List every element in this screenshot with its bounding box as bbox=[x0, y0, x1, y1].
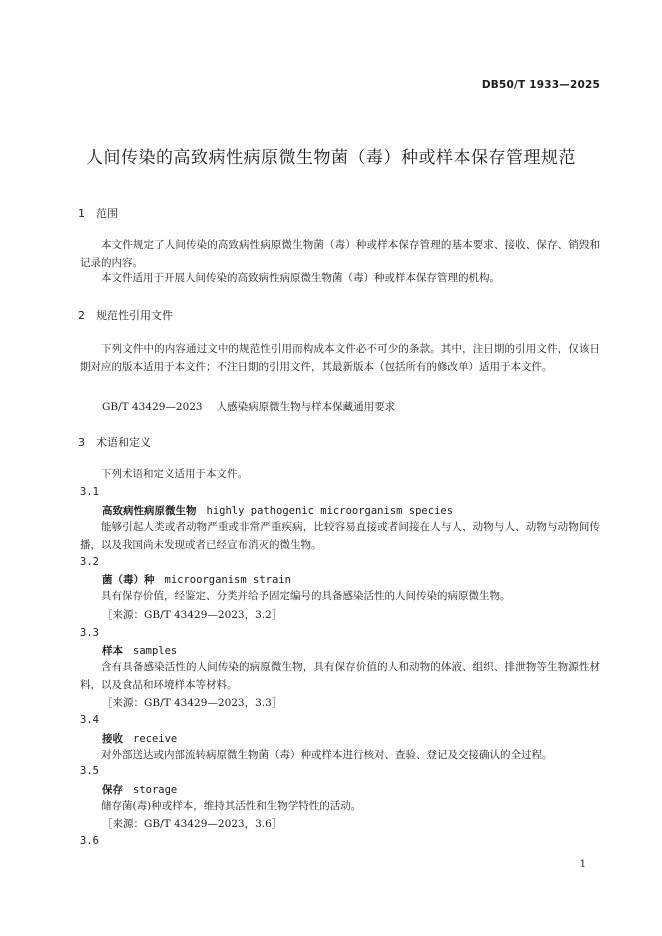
standard-number: DB50/T 1933—2025 bbox=[481, 79, 600, 91]
term-definition: 含有具备感染活性的人间传染的病原微生物，具有保存价值的人和动物的体液、组织、排泄物等生物源性材料，以及食品和环境样本等材料。 bbox=[80, 661, 600, 691]
page-number: 1 bbox=[579, 859, 586, 870]
term-en: storage bbox=[133, 784, 178, 796]
term-heading bbox=[102, 782, 177, 797]
term-number: 3.2 bbox=[80, 556, 99, 568]
section-1-heading bbox=[78, 205, 118, 221]
term-heading bbox=[102, 503, 453, 518]
reference-code: GB/T 43429—2023 bbox=[102, 401, 203, 413]
section-title: 范围 bbox=[96, 207, 118, 220]
term-en: samples bbox=[133, 645, 178, 657]
term-number: 3.4 bbox=[80, 714, 99, 726]
term-zh: 样本 bbox=[102, 645, 123, 657]
term-source: ［来源：GB/T 43429—2023，3.3］ bbox=[102, 697, 283, 709]
term-heading bbox=[102, 643, 177, 658]
section-number: 1 bbox=[78, 207, 85, 220]
term-source: ［来源：GB/T 43429—2023，3.2］ bbox=[102, 609, 283, 621]
section-number: 2 bbox=[78, 309, 85, 322]
term-number: 3.3 bbox=[80, 627, 99, 639]
section-2-heading bbox=[78, 307, 173, 323]
term-en: highly pathogenic microorganism species bbox=[206, 505, 454, 517]
section-title: 规范性引用文件 bbox=[96, 309, 173, 322]
section-number: 3 bbox=[78, 436, 85, 449]
section-2-paragraph: 下列文件中的内容通过文中的规范性引用而构成本文件必不可少的条款。其中，注日期的引用文件，仅该日期对应的版本适用于本文件；不注日期的引用文件，其最新版本（包括所有的修改单）适用于本文件。 bbox=[80, 343, 600, 373]
term-number: 3.1 bbox=[80, 486, 99, 498]
term-definition: 储存菌(毒)种或样本，维持其活性和生物学特性的活动。 bbox=[101, 800, 362, 812]
term-definition: 能够引起人类或者动物严重或非常严重疾病，比较容易直接或者间接在人与人、动物与人、动物与动物间传播，以及我国尚未发现或者已经宣布消灭的微生物。 bbox=[80, 521, 600, 551]
term-zh: 菌（毒）种 bbox=[102, 574, 155, 586]
term-zh: 接收 bbox=[102, 733, 123, 745]
term-zh: 高致病性病原微生物 bbox=[102, 505, 197, 517]
section-3-heading bbox=[78, 434, 151, 450]
section-1-paragraph-1: 本文件规定了人间传染的高致病性病原微生物菌（毒）种或样本保存管理的基本要求、接收、保存、销毁和记录的内容。 bbox=[80, 239, 600, 269]
term-number: 3.5 bbox=[80, 765, 99, 777]
section-3-intro: 下列术语和定义适用于本文件。 bbox=[101, 468, 248, 480]
term-zh: 保存 bbox=[102, 784, 123, 796]
term-number: 3.6 bbox=[80, 835, 99, 847]
document-title: 人间传染的高致病性病原微生物菌（毒）种或样本保存管理规范 bbox=[86, 148, 576, 168]
term-definition: 具有保存价值，经鉴定、分类并给予固定编号的具备感染活性的人间传染的病原微生物。 bbox=[101, 590, 511, 602]
normative-reference bbox=[102, 399, 395, 414]
term-heading bbox=[102, 572, 291, 587]
section-1-paragraph-2: 本文件适用于开展人间传染的高致病性病原微生物菌（毒）种或样本保存管理的机构。 bbox=[101, 272, 500, 284]
term-en: microorganism strain bbox=[164, 574, 291, 586]
term-en: receive bbox=[133, 733, 178, 745]
reference-title: 人感染病原微生物与样本保藏通用要求 bbox=[216, 401, 396, 413]
term-definition: 对外部送达或内部流转病原微生物菌（毒）种或样本进行核对、查验、登记及交接确认的全过程。 bbox=[101, 749, 553, 761]
term-source: ［来源：GB/T 43429—2023，3.6］ bbox=[102, 818, 283, 830]
term-heading bbox=[102, 731, 177, 746]
section-title: 术语和定义 bbox=[96, 436, 151, 449]
